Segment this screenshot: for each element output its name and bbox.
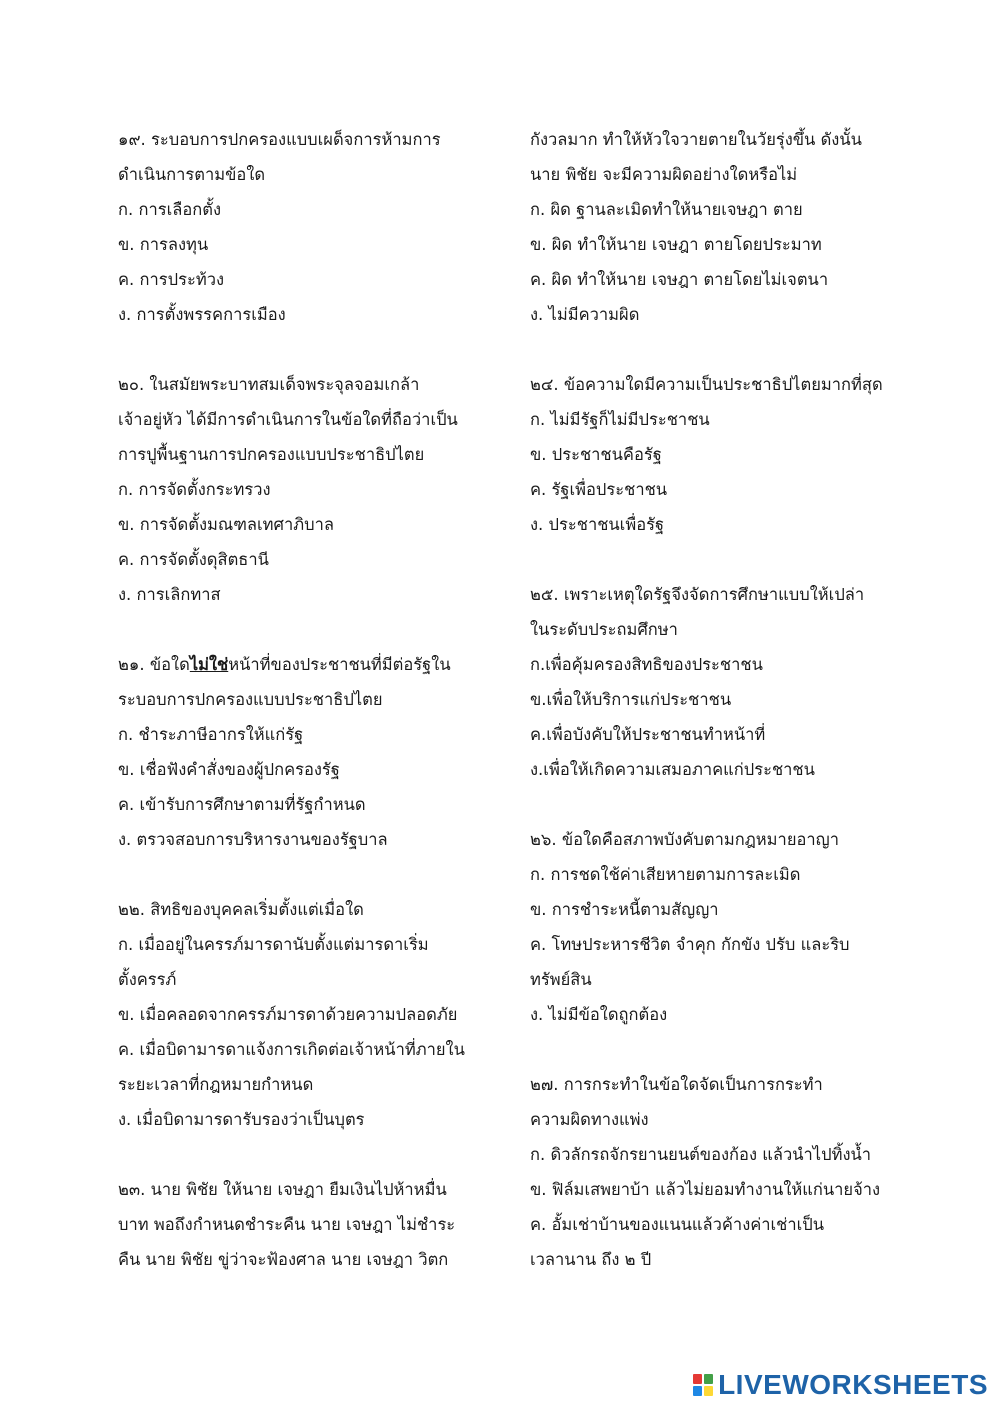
question-text: ดำเนินการตามข้อใด bbox=[118, 165, 266, 184]
choice-a: ก. ไม่มีรัฐก็ไม่มีประชาชน bbox=[530, 410, 710, 429]
choice-a: ก. ผิด ฐานละเมิดทำให้นายเจษฎา ตาย bbox=[530, 200, 803, 219]
left-column bbox=[118, 122, 478, 1277]
choice-c: ค. เมื่อบิดามารดาแจ้งการเกิดต่อเจ้าหน้าที่ภายใน bbox=[118, 1040, 465, 1059]
choice-d: ง. การเลิกทาส bbox=[118, 585, 221, 604]
question-text: ความผิดทางแพ่ง bbox=[530, 1110, 649, 1129]
choice-c: ค.เพื่อบังคับให้ประชาชนทำหน้าที่ bbox=[530, 725, 766, 744]
choice-a-cont: ตั้งครรภ์ bbox=[118, 970, 177, 989]
choice-b: ข. การจัดตั้งมณฑลเทศาภิบาล bbox=[118, 515, 335, 534]
choice-d: ง. ประชาชนเพื่อรัฐ bbox=[530, 515, 665, 534]
question-20 bbox=[118, 367, 478, 612]
choice-b: ข. เมื่อคลอดจากครรภ์มารดาด้วยความปลอดภัย bbox=[118, 1005, 458, 1024]
choice-a: ก. ชำระภาษีอากรให้แก่รัฐ bbox=[118, 725, 304, 744]
choice-c-cont: ทรัพย์สิน bbox=[530, 970, 592, 989]
choice-a: ก. เมื่ออยู่ในครรภ์มารดานับตั้งแต่มารดาเริ่ม bbox=[118, 935, 429, 954]
question-text: ๒๔. ข้อความใดมีความเป็นประชาธิปไตยมากที่สุด bbox=[530, 375, 883, 394]
question-text: การปูพื้นฐานการปกครองแบบประชาธิปไตย bbox=[118, 445, 425, 464]
choice-a: ก. การเลือกตั้ง bbox=[118, 200, 222, 219]
question-text: เจ้าอยู่หัว ได้มีการดำเนินการในข้อใดที่ถือว่าเป็น bbox=[118, 410, 458, 429]
question-prefix: ๒๑. ข้อใด bbox=[118, 655, 190, 674]
question-24 bbox=[530, 367, 890, 542]
question-27 bbox=[530, 1067, 890, 1277]
question-23 bbox=[118, 1172, 478, 1277]
choice-b: ข. ฟิล์มเสพยาบ้า แล้วไม่ยอมทำงานให้แก่นายจ้าง bbox=[530, 1180, 881, 1199]
question-19 bbox=[118, 122, 478, 332]
choice-b: ข. ผิด ทำให้นาย เจษฎา ตายโดยประมาท bbox=[530, 235, 822, 254]
choice-b: ข. ประชาชนคือรัฐ bbox=[530, 445, 662, 464]
choice-b: ข. เชื่อฟังคำสั่งของผู้ปกครองรัฐ bbox=[118, 760, 340, 779]
right-column bbox=[530, 122, 890, 1277]
question-text: ๒๒. สิทธิของบุคคลเริ่มตั้งแต่เมื่อใด bbox=[118, 900, 364, 919]
question-text bbox=[118, 647, 478, 682]
question-text: กังวลมาก ทำให้หัวใจวายตายในวัยรุ่งขึ้น ดังนั้น bbox=[530, 130, 862, 149]
question-text: ๒๐. ในสมัยพระบาทสมเด็จพระจุลจอมเกล้า bbox=[118, 375, 420, 394]
choice-c: ค. เข้ารับการศึกษาตามที่รัฐกำหนด bbox=[118, 795, 366, 814]
choice-d: ง. เมื่อบิดามารดารับรองว่าเป็นบุตร bbox=[118, 1110, 365, 1129]
liveworksheets-logo bbox=[692, 1370, 988, 1400]
question-text: ๒๖. ข้อใดคือสภาพบังคับตามกฎหมายอาญา bbox=[530, 830, 839, 849]
choice-c-cont: ระยะเวลาที่กฎหมายกำหนด bbox=[118, 1075, 314, 1094]
choice-a: ก. การจัดตั้งกระทรวง bbox=[118, 480, 271, 499]
choice-b: ข.เพื่อให้บริการแก่ประชาชน bbox=[530, 690, 732, 709]
question-text: บาท พอถึงกำหนดชำระคืน นาย เจษฎา ไม่ชำระ bbox=[118, 1215, 456, 1234]
question-21 bbox=[118, 647, 478, 857]
choice-a: ก.เพื่อคุ้มครองสิทธิของประชาชน bbox=[530, 655, 763, 674]
question-text: ๑๙. ระบอบการปกครองแบบเผด็จการห้ามการ bbox=[118, 130, 441, 149]
question-text: คืน นาย พิชัย ขู่ว่าจะฟ้องศาล นาย เจษฎา วิตก bbox=[118, 1250, 449, 1269]
question-25 bbox=[530, 577, 890, 787]
choice-d: ง.เพื่อให้เกิดความเสมอภาคแก่ประชาชน bbox=[530, 760, 815, 779]
liveworksheets-logo-text: LIVEWORKSHEETS bbox=[718, 1369, 988, 1400]
choice-d: ง. ไม่มีข้อใดถูกต้อง bbox=[530, 1005, 668, 1024]
question-text: ระบอบการปกครองแบบประชาธิปไตย bbox=[118, 690, 383, 709]
question-text: ๒๓. นาย พิชัย ให้นาย เจษฎา ยืมเงินไปห้าหมื่น bbox=[118, 1180, 447, 1199]
choice-c: ค. รัฐเพื่อประชาชน bbox=[530, 480, 668, 499]
choice-d: ง. ไม่มีความผิด bbox=[530, 305, 640, 324]
choice-a: ก. ดิวลักรถจักรยานยนต์ของก้อง แล้วนำไปทิ้งน้ำ bbox=[530, 1145, 872, 1164]
choice-c: ค. ผิด ทำให้นาย เจษฎา ตายโดยไม่เจตนา bbox=[530, 270, 829, 289]
question-22 bbox=[118, 892, 478, 1137]
liveworksheets-logo-icon bbox=[692, 1372, 714, 1398]
choice-b: ข. การชำระหนี้ตามสัญญา bbox=[530, 900, 719, 919]
question-23-continued bbox=[530, 122, 890, 332]
choice-c: ค. โทษประหารชีวิต จำคุก กักขัง ปรับ และริบ bbox=[530, 935, 850, 954]
choice-c: ค. อั้มเช่าบ้านของแนนแล้วค้างค่าเช่าเป็น bbox=[530, 1215, 825, 1234]
choice-c: ค. การประท้วง bbox=[118, 270, 225, 289]
choice-c: ค. การจัดตั้งดุสิตธานี bbox=[118, 550, 269, 569]
question-text: นาย พิชัย จะมีความผิดอย่างใดหรือไม่ bbox=[530, 165, 798, 184]
question-text: ๒๗. การกระทำในข้อใดจัดเป็นการกระทำ bbox=[530, 1075, 823, 1094]
question-text: ในระดับประถมศึกษา bbox=[530, 620, 678, 639]
question-suffix: หน้าที่ของประชาชนที่มีต่อรัฐใน bbox=[228, 655, 451, 674]
emphasis-not: ไม่ใช่ bbox=[189, 655, 229, 674]
choice-c-cont: เวลานาน ถึง ๒ ปี bbox=[530, 1250, 652, 1269]
choice-a: ก. การชดใช้ค่าเสียหายตามการละเมิด bbox=[530, 865, 801, 884]
choice-d: ง. ตรวจสอบการบริหารงานของรัฐบาล bbox=[118, 830, 388, 849]
question-text: ๒๕. เพราะเหตุใดรัฐจึงจัดการศึกษาแบบให้เปล่า bbox=[530, 585, 865, 604]
choice-b: ข. การลงทุน bbox=[118, 235, 209, 254]
choice-d: ง. การตั้งพรรคการเมือง bbox=[118, 305, 286, 324]
question-26 bbox=[530, 822, 890, 1032]
